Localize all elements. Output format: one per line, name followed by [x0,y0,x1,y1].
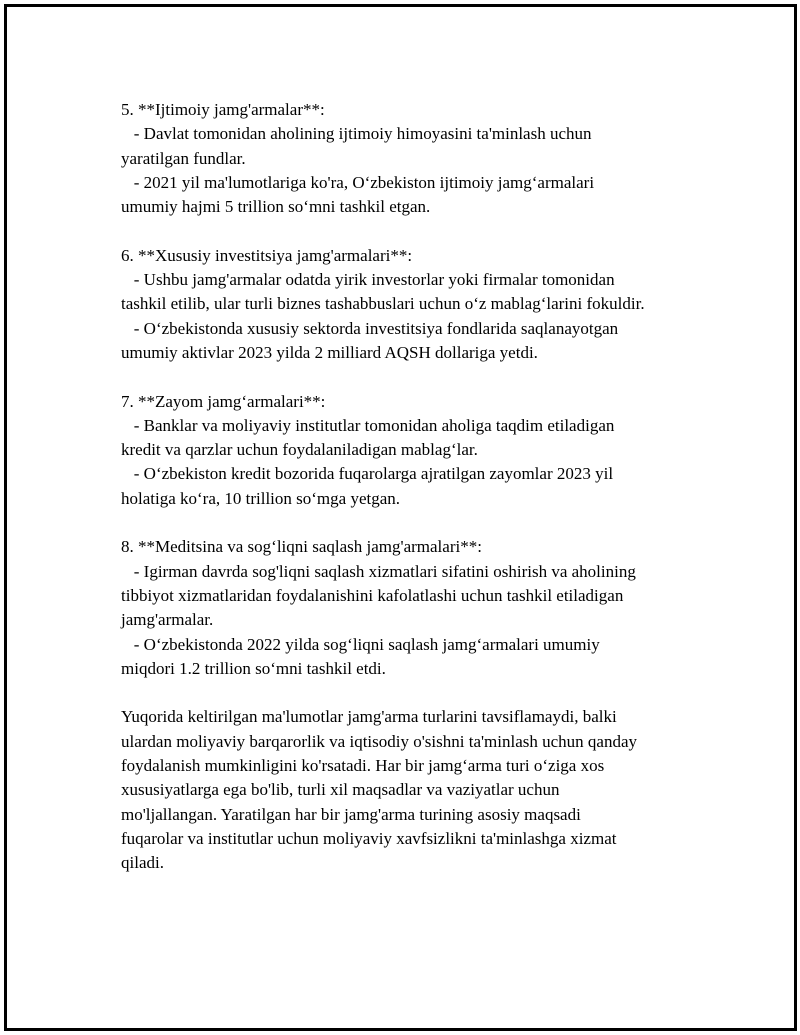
section-heading: 7. **Zayom jamg‘armalari**: [121,391,326,411]
section-heading: 8. **Meditsina va sog‘liqni saqlash jamg'armalari**: [121,537,482,557]
section-line: umumiy hajmi 5 trillion so‘mni tashkil etgan. [121,197,431,217]
conclusion-line: fuqarolar va institutlar uchun moliyaviy xavfsizlikni ta'minlashga xizmat [121,828,617,848]
conclusion-line: mo'ljallangan. Yaratilgan har bir jamg'arma turining asosiy maqsadi [121,804,581,824]
conclusion-line: foydalanish mumkinligini ko'rsatadi. Har bir jamg‘arma turi o‘ziga xos [121,756,605,776]
section-5 [121,98,691,219]
section-line: - Davlat tomonidan aholining ijtimoiy himoyasini ta'minlash uchun [121,124,592,144]
conclusion-line: ulardan moliyaviy barqarorlik va iqtisodiy o'sishni ta'minlash uchun qanday [121,731,638,751]
section-7 [121,390,691,511]
section-line: - O‘zbekistonda 2022 yilda sog‘liqni saqlash jamg‘armalari umumiy [121,634,600,654]
paragraph-gap [121,681,691,705]
section-line: - O‘zbekistonda xususiy sektorda investitsiya fondlarida saqlanayotgan [121,318,619,338]
section-line: umumiy aktivlar 2023 yilda 2 milliard AQSH dollariga yetdi. [121,342,538,362]
section-line: tibbiyot xizmatlaridan foydalanishini kafolatlashi uchun tashkil etiladigan [121,585,624,605]
conclusion-line: Yuqorida keltirilgan ma'lumotlar jamg'arma turlarini tavsiflamaydi, balki [121,707,617,727]
section-line: - O‘zbekiston kredit bozorida fuqarolarga ajratilgan zayomlar 2023 yil [121,464,614,484]
page-frame [4,4,797,1031]
section-line: kredit va qarzlar uchun foydalaniladigan mablag‘lar. [121,440,478,460]
paragraph-gap [121,219,691,243]
section-heading: 5. **Ijtimoiy jamg'armalar**: [121,100,325,119]
section-line: miqdori 1.2 trillion so‘mni tashkil etdi. [121,658,386,678]
section-line: tashkil etilib, ular turli biznes tashabbuslari uchun o‘z mablag‘larini fokuldir. [121,294,645,314]
section-6 [121,244,691,365]
section-heading: 6. **Xususiy investitsiya jamg'armalari**: [121,245,413,265]
section-line: yaratilgan fundlar. [121,148,246,168]
section-line: - 2021 yil ma'lumotlariga ko'ra, O‘zbekiston ijtimoiy jamg‘armalari [121,172,595,192]
conclusion-line: qiladi. [121,853,164,873]
section-line: holatiga ko‘ra, 10 trillion so‘mga yetgan. [121,488,401,508]
section-line: - Banklar va moliyaviy institutlar tomonidan aholiga taqdim etiladigan [121,415,615,435]
document-body [121,98,691,876]
conclusion-paragraph [121,705,691,875]
section-line: - Ushbu jamg'armalar odatda yirik investorlar yoki firmalar tomonidan [121,270,615,290]
section-8 [121,535,691,681]
section-line: jamg'armalar. [121,610,214,630]
paragraph-gap [121,511,691,535]
section-line: - Igirman davrda sog'liqni saqlash xizmatlari sifatini oshirish va aholining [121,561,636,581]
paragraph-gap [121,365,691,389]
conclusion-line: xususiyatlarga ega bo'lib, turli xil maqsadlar va vaziyatlar uchun [121,780,560,800]
